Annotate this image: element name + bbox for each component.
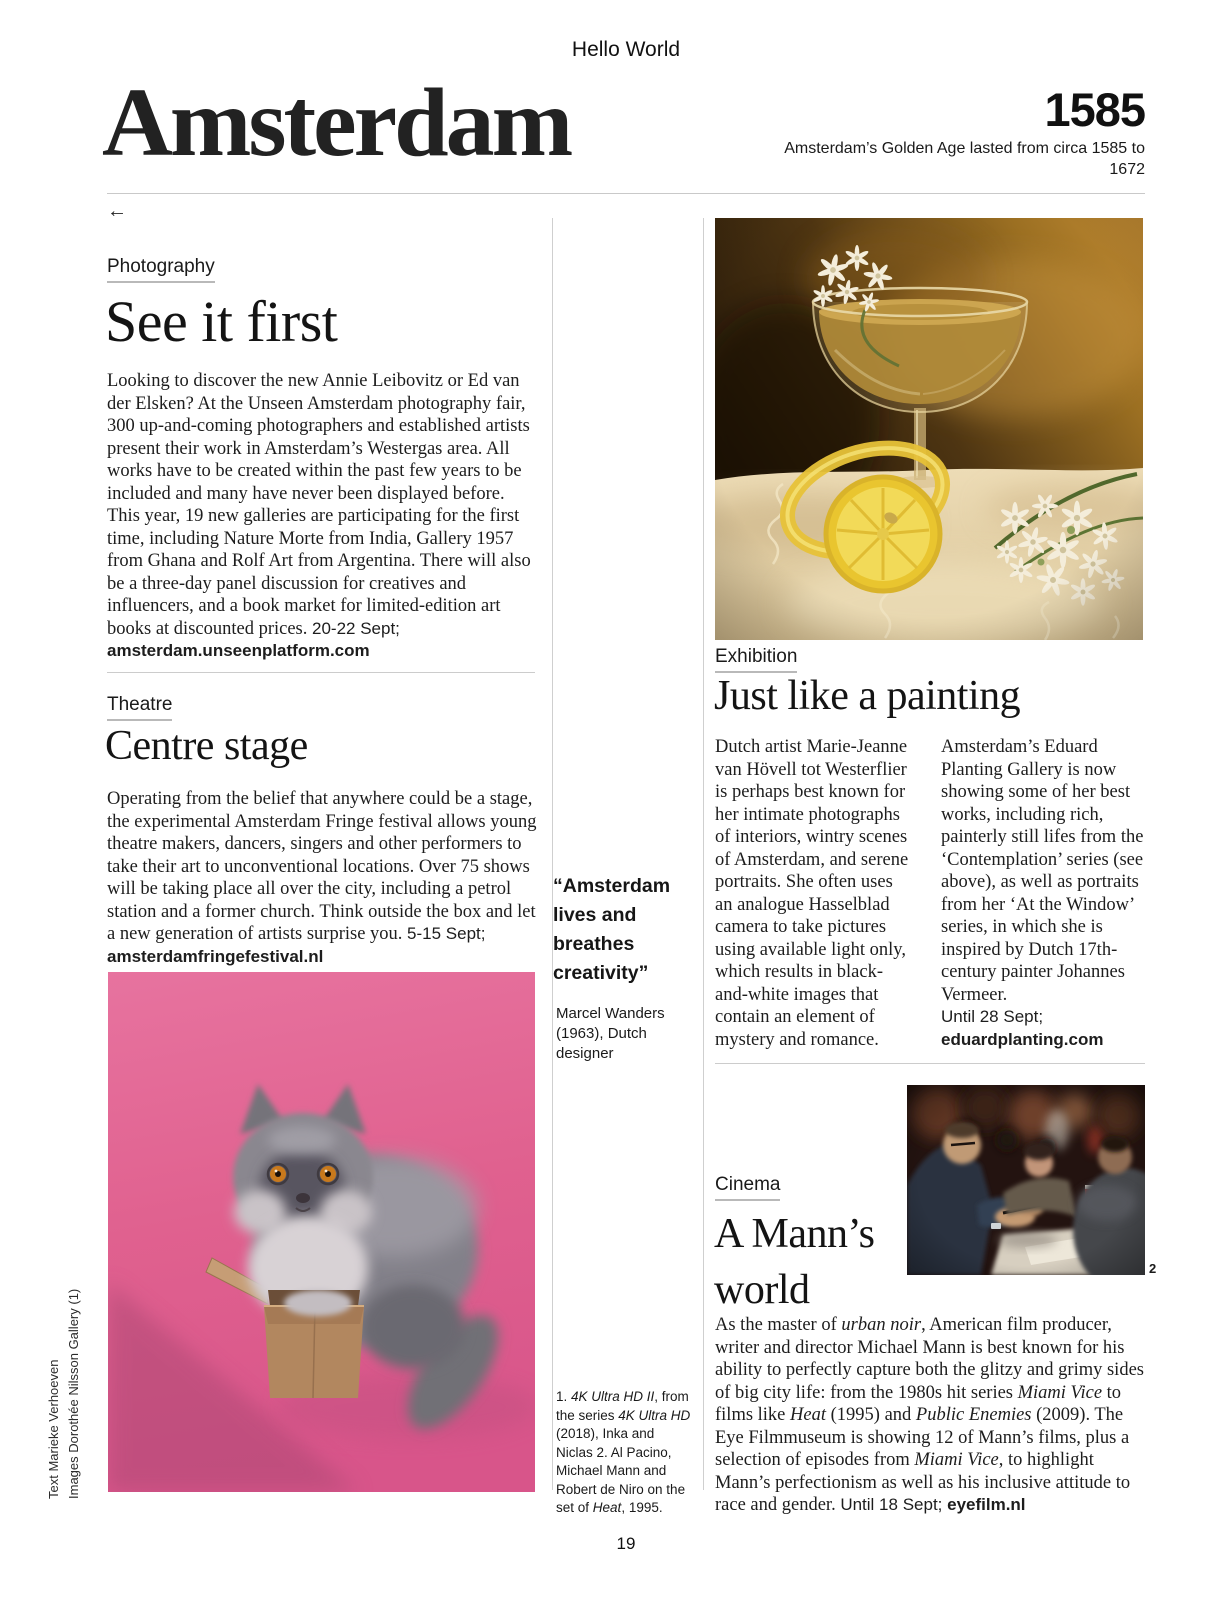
credits-rotated (44, 1289, 84, 1499)
page-kicker: Hello World (571, 38, 681, 61)
column-divider-right (703, 218, 704, 1490)
page-number: 19 (616, 1534, 636, 1553)
image-footnote-caption: 1. 4K Ultra HD II, from the series 4K Ultra HD (2018), Inka and Niclas 2. Al Pacino, Michael Mann and Robert de Niro on the set of Heat, 1995. (556, 1389, 691, 1515)
section-label-cinema: Cinema (715, 1174, 780, 1201)
section-label-theatre: Theatre (107, 694, 172, 721)
cocktail-still-life-photo (715, 218, 1143, 640)
body-theatre: Operating from the belief that anywhere could be a stage, the experimental Amsterdam Fringe festival allows young theatre makers, dancers, singers and other performers to take their art to unconventional locations. Over 75 shows will be taking place all over the city, including a petrol station and a former church. Think outside the box and let a new generation of artists surprise you. 5-15 Sept; amsterdamfringefestival.nl (107, 789, 537, 966)
headline-cinema: A Mann’s world (714, 1211, 875, 1313)
credits-text-line: Text Marieke Verhoeven (46, 1359, 61, 1499)
quote-attribution: Marcel Wanders (1963), Dutch designer (556, 1005, 665, 1062)
page-title: Amsterdam (102, 69, 571, 177)
pull-quote: “Amsterdam lives and breathes creativity” (553, 875, 671, 984)
credits-images-line: Images Dorothée Nilsson Gallery (1) (66, 1288, 81, 1499)
headline-theatre: Centre stage (105, 723, 308, 769)
headline-photography: See it first (105, 289, 338, 354)
section-divider (107, 672, 535, 673)
body-cinema: As the master of urban noir, American film producer, writer and director Michael Mann is best known for his ability to perfectly capture both the glitzy and grimy sides of big city life: from the 1980s hit series Miami Vice to films like Heat (1995) and Public Enemies (2009). The Eye Filmmuseum is showing 12 of Mann’s films, plus a selection of episodes from Miami Vice, to highlight Mann’s perfectionism as well as his inclusive attitude to race and gender. Until 18 Sept; eyefilm.nl (715, 1315, 1144, 1515)
body-exhibition-col2: Amsterdam’s Eduard Planting Gallery is now showing some of her best works, including rich, painterly still lifes from the ‘Contemplation’ series (see above), as well as portraits from her ‘At the Window’ series, in which she is inspired by Dutch 17th-century painter Johannes Vermeer. Until 28 Sept; eduardplanting.com (941, 737, 1144, 1049)
body-exhibition-col1: Dutch artist Marie-Jeanne van Hövell tot Westerflier is perhaps best known for her intimate photographs of interiors, wintry scenes of Amsterdam, and serene portraits. She often uses an analogue Hasselblad camera to take pictures using available light only, which results in black-and-white images that contain an element of mystery and romance. (715, 737, 909, 1050)
column-divider-left (552, 218, 553, 1490)
stat-number: 1585 (1044, 83, 1145, 136)
section-label-exhibition: Exhibition (715, 646, 797, 673)
section-divider (715, 1063, 1145, 1064)
film-photo-caption-number: 2 (1149, 1261, 1157, 1276)
film-still-photo (907, 1085, 1145, 1275)
header-rule (107, 193, 1145, 194)
body-photography: Looking to discover the new Annie Leibovitz or Ed van der Elsken? At the Unseen Amsterdam photography fair, 300 up-and-coming photographers and established artists present their work in Amsterdam’s Westergas area. All works have to be created within the past few years to be included and many have never been displayed before. This year, 19 new galleries are participating for the first time, including Nature Morte from India, Gallery 1957 from Ghana and Rolf Art from Argentina. There will also be a three-day panel discussion for creatives and influencers, and a book market for limited-edition art books at discounted prices. 20-22 Sept; amsterdam.unseenplatform.com (107, 371, 531, 660)
stat-caption: Amsterdam’s Golden Age lasted from circa 1585 to 1672 (784, 140, 1145, 178)
back-arrow-icon[interactable]: ← (107, 200, 127, 222)
headline-exhibition: Just like a painting (714, 673, 1021, 719)
section-label-photography: Photography (107, 256, 215, 283)
stat-block (745, 83, 1145, 180)
cat-in-box-photo (108, 972, 535, 1492)
